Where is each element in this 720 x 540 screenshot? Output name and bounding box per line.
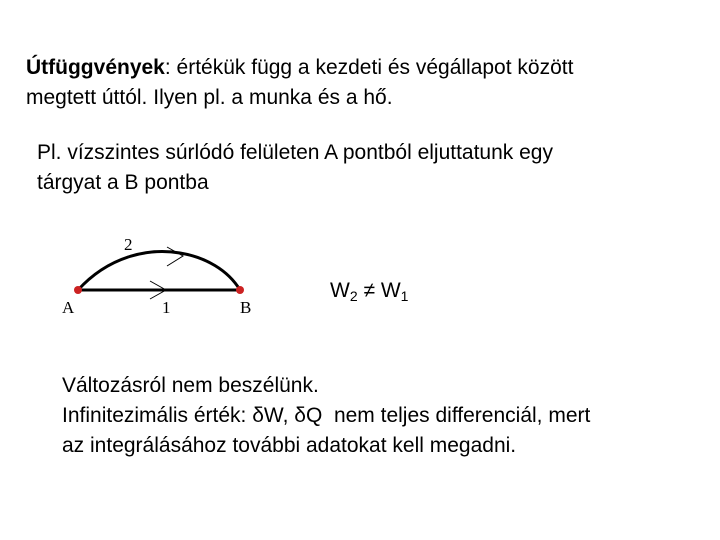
path-1-label: 1 (162, 298, 171, 317)
point-b-label: B (240, 298, 252, 317)
work-inequality (330, 276, 408, 306)
path-2-arrow-icon (167, 247, 183, 266)
example-line-1: Pl. vízszintes súrlódó felületen A pontból eljuttatunk egy (37, 141, 553, 164)
intro-line-1-rest: : értékük függ a kezdeti és végállapot között (164, 56, 574, 79)
point-a-marker (74, 286, 82, 294)
conclusion-paragraph (62, 371, 590, 461)
conclusion-line-2: Infinitezimális érték: δW, δQ nem teljes differenciál, mert (62, 404, 591, 427)
work-2-subscript: 2 (349, 288, 358, 304)
intro-line-2: megtett úttól. Ilyen pl. a munka és a hő. (26, 86, 393, 109)
example-line-2: tárgyat a B pontba (37, 171, 209, 194)
work-1-symbol: W (380, 279, 401, 302)
conclusion-line-3: az integrálásához további adatokat kell megadni. (62, 434, 517, 457)
not-equal-sign: ≠ (363, 279, 375, 302)
path-2-curve (78, 252, 240, 290)
work-1-subscript: 1 (400, 288, 409, 304)
path-2-label: 2 (124, 235, 133, 254)
point-a-label: A (62, 298, 75, 317)
work-2-symbol: W (330, 279, 350, 302)
point-b-marker (236, 286, 244, 294)
conclusion-line-1: Változásról nem beszélünk. (62, 374, 319, 397)
term-path-functions: Útfüggvények (26, 56, 165, 79)
